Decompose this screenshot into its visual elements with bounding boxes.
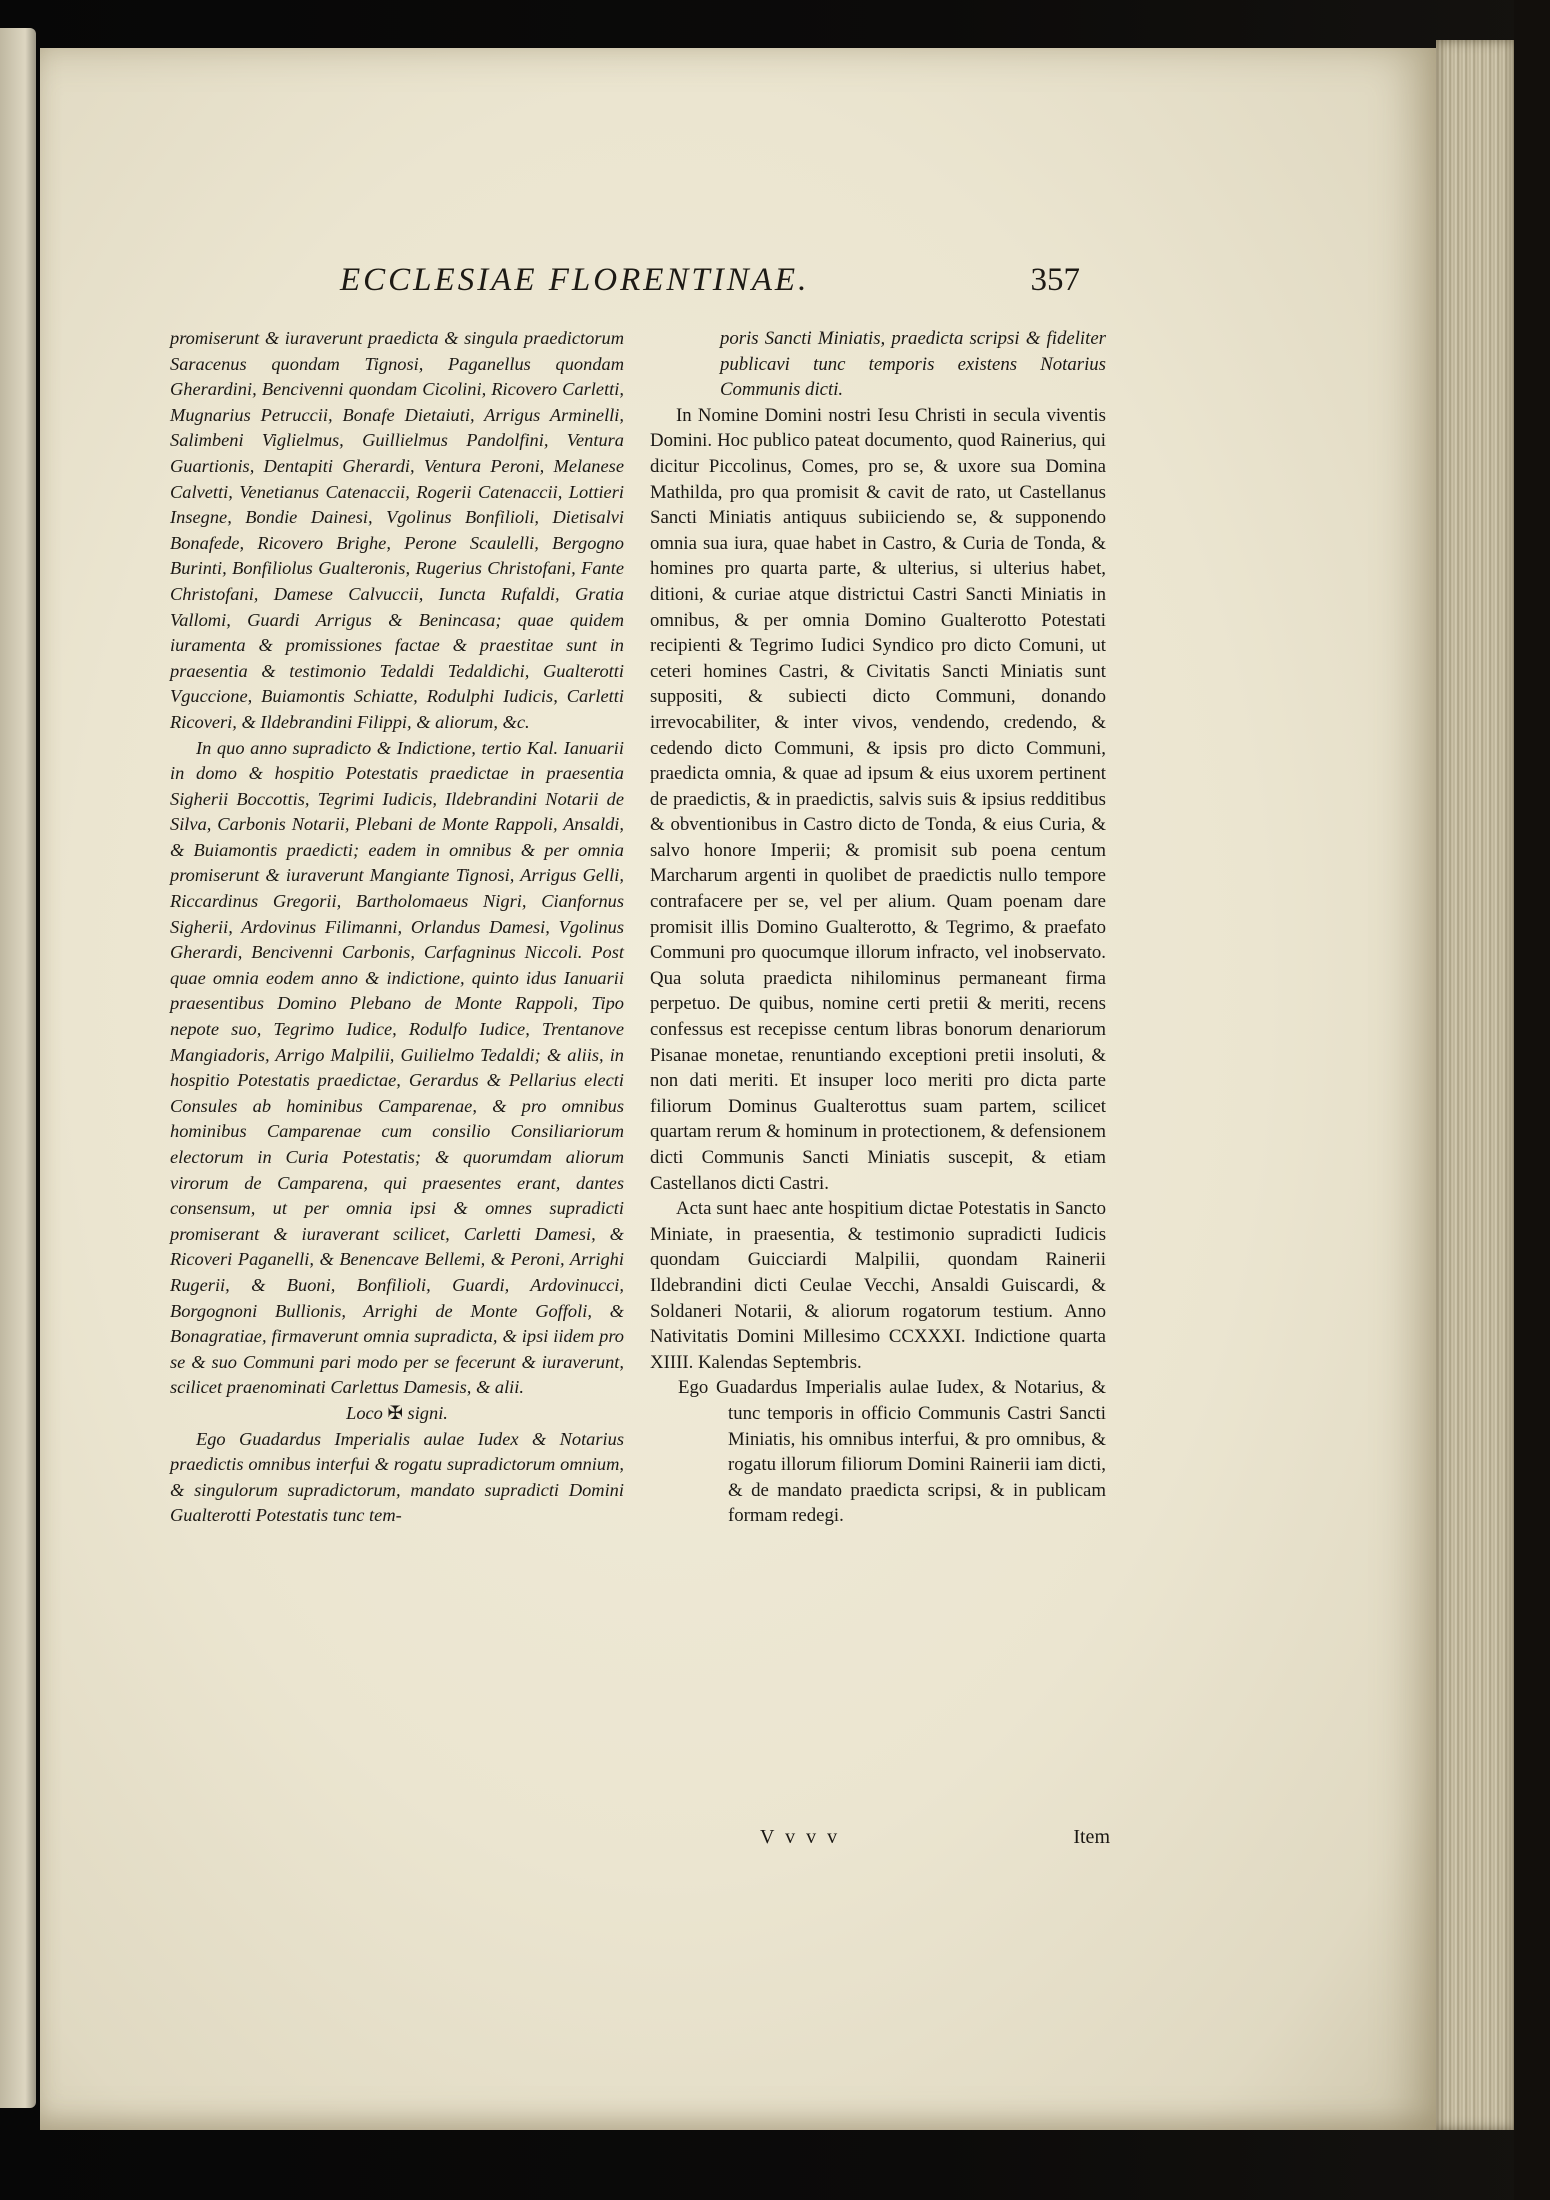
page-number: 357 xyxy=(1030,262,1080,298)
page-block-edges xyxy=(1436,40,1514,2130)
right-paragraph-4: Ego Guadardus Imperialis aulae Iudex, & Notarius, & tunc temporis in officio Communis Castri Sancti Miniatis, his omnibus interfui, & pro omnibus, & rogatu illorum filiorum Domini Rainerii iam dicti, & de mandato praedicta scripsi, & in publicam formam redegi. xyxy=(678,1377,1106,1527)
right-paragraph-2: In Nomine Domini nostri Iesu Christi in secula viventis Domini. Hoc publico pateat documento, quod Rainerius, qui dicitur Piccolinus, Comes, pro se, & uxore sua Domina Mathilda, pro qua promisit & cavit de rato, ut Castellanus Sancti Miniatis antiquus subiiciendo se, & supponendo omnia sua iura, quae habet in Castro, & Curia de Tonda, & homines pro quarta parte, & ulterius, si ulterius habet, ditioni, & curiae atque districtui Castri Sancti Miniatis in omnibus, & per omnia Domino Gualterotto Potestati recipienti & Tegrimo Iudici Syndico pro dicto Comuni, ut ceteri homines Castri, & Civitatis Sancti Miniatis sunt suppositi, & subiecti dicto Communi, donando irrevocabiliter, & inter vivos, vendendo, credendo, & cedendo dicto Communi, & ipsis pro dicto Communi, praedicta omnia, & quae ad ipsum & eius uxorem pertinent de praedictis, & in praedictis, salvis suis & ipsius redditibus & obventionibus in Castro dicto de Tonda, & eius Curia, & salvo honore Imperii; & promisit sub poena centum Marcharum argenti in quolibet de praedictis nullo tempore contrafacere per se, vel per alium. Quam poenam dare promisit illis Domino Gualterotto, & Tegrimo, & praefato Communi pro quocumque illorum infracto, vel inobservato. Qua soluta praedicta nihilominus permaneant firma perpetuo. De quibus, nomine certi pretii & meriti, recens confessus est recepisse centum libras bonorum denariorum Pisanae monetae, renuntiando exceptioni pretii insoluti, & non dati meriti. Et insuper loco meriti pro dicta parte filiorum Dominus Gualterottus suam partem, scilicet quartam rerum & hominum in protectionem, & defensionem dicti Communis Sancti Miniatis suscepit, & etiam Castellanos dicti Castri. xyxy=(650,404,1106,1194)
notary-signum-cross-icon: ✠ xyxy=(387,1402,403,1423)
signature-mark: V v v v xyxy=(760,1826,841,1848)
left-paragraph-1: promiserunt & iuraverunt praedicta & singula praedictorum Saracenus quondam Tignosi, Paganellus quondam Gherardini, Bencivenni quondam Cicolini, Ricovero Carletti, Mugnarius Petruccii, Bonafe Dietaiuti, Arrigus Arminelli, Salimbeni Viglielmus, Guillielmus Pandolfini, Ventura Guartionis, Dentapiti Gherardi, Ventura Peroni, Melanese Calvetti, Venetianus Catenaccii, Rogerii Catenaccii, Lottieri Insegne, Bondie Dainesi, Vgolinus Bonfilioli, Dietisalvi Bonafede, Ricovero Brighe, Perone Scaulelli, Bergogno Burinti, Bonfiliolus Gualteronis, Rugerius Christofani, Fante Christofani, Damese Calvuccii, Iuncta Rufaldi, Gratia Vallomi, Guardi Arrigus & Benincasa; quae quidem iuramenta & promissiones factae & praestitae sunt in praesentia & testimonio Tedaldi Tedaldichi, Gualterotti Vguccione, Buiamontis Schiatte, Rodulphi Iudicis, Carletti Ricoveri, & Ildebrandini Filippi, & aliorum, &c. xyxy=(170,328,624,732)
book-cover-edge xyxy=(1514,0,1550,2200)
left-column xyxy=(170,326,624,1529)
catchword: Item xyxy=(1073,1826,1110,1848)
running-title: ECCLESIAE FLORENTINAE. xyxy=(340,262,810,298)
running-header xyxy=(340,262,1080,314)
signum-label-before: Loco xyxy=(346,1402,383,1423)
left-paragraph-3: Ego Guadardus Imperialis aulae Iudex & Notarius praedictis omnibus interfui & rogatu supradictorum omnium, & singulorum supradictorum, mandato supradicti Domini Gualterotti Potestatis tunc tem- xyxy=(170,1428,624,1526)
left-paragraph-2: In quo anno supradicto & Indictione, tertio Kal. Ianuarii in domo & hospitio Potestatis praedictae in praesentia Sigherii Boccottis, Tegrimi Iudicis, Ildebrandini Notarii de Silva, Carbonis Notarii, Plebani de Monte Rappoli, Ansaldi, & Buiamontis praedicti; eadem in omnibus & per omnia promiserunt & iuraverunt Mangiante Tignosi, Arrigus Gelli, Riccardinus Gregorii, Bartholomaeus Nigri, Cianfornus Sigherii, Ardovinus Filimanni, Orlandus Damesi, Vgolinus Gherardi, Bencivenni Carbonis, Carfagninus Niccoli. Post quae omnia eodem anno & indictione, quinto idus Ianuarii praesentibus Domino Plebano de Monte Rappoli, Tipo nepote suo, Tegrimo Iudice, Rodulfo Iudice, Trentanove Mangiadoris, Arrigo Malpilii, Guilielmo Tedaldi; & aliis, in hospitio Potestatis praedictae, Gerardus & Pellarius electi Consules ab hominibus Camparenae, & pro omnibus hominibus Camparenae cum consilio Consiliariorum electorum in Curia Potestatis; & quorumdam aliorum virorum de Camparena, qui praesentes erant, dantes consensum, ut per omnia ipsi & omnes supradicti promiserant & iuraverant scilicet, Carletti Damesi, & Ricoveri Paganelli, & Benencave Bellemi, & Peroni, Arrighi Rugerii, & Buoni, Bonfilioli, Guardi, Ardovinucci, Borgognoni Bullionis, Arrighi de Monte Goffoli, & Bonagratiae, firmaverunt omnia supradicta, & ipsi iidem pro se & suo Communi pari modo per se fecerunt & iuraverunt, scilicet praenominati Carlettus Damesis, & alii. xyxy=(170,737,624,1398)
page-footer xyxy=(760,1826,1110,1856)
facing-page-edge xyxy=(0,28,36,2108)
right-paragraph-3: Acta sunt haec ante hospitium dictae Potestatis in Sancto Miniate, in praesentia, & testimonio supradicti Iudicis quondam Guicciardi Malpilii, quondam Rainerii Ildebrandini dicti Ceulae Vecchi, Ansaldi Guiscardi, & Soldaneri Notarii, & aliorum rogatorum testium. Anno Nativitatis Domini Millesimo CCXXXI. Indictione quarta XIIII. Kalendas Septembris. xyxy=(650,1198,1106,1373)
right-column xyxy=(650,326,1106,1529)
signum-line xyxy=(170,1401,624,1427)
right-paragraph-1: poris Sancti Miniatis, praedicta scripsi & fideliter publicavi tunc temporis existens Notarius Communis dicti. xyxy=(720,328,1106,401)
signum-label-after: signi. xyxy=(407,1402,448,1423)
